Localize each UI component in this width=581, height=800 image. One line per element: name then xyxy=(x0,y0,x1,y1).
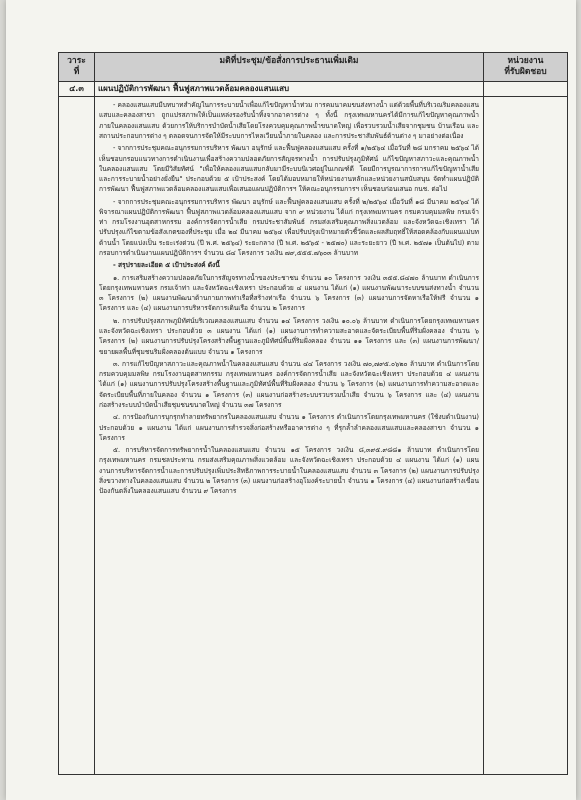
header-resolution: มติที่ประชุม/ข้อสั่งการประธานเพิ่มเติม xyxy=(95,53,484,82)
summary-heading: - สรุปรายละเอียด ๕ เป้าประสงค์ ดังนี้ xyxy=(113,261,220,270)
document-page xyxy=(6,0,576,800)
header-agenda-no: วาระ ที่ xyxy=(59,53,95,82)
header-responsible-agency: หน่วยงาน ที่รับผิดชอบ xyxy=(484,53,568,82)
table-header-row xyxy=(59,53,568,82)
paragraph-meeting-1: - จากการประชุมคณะอนุกรรมการบริหาร พัฒนา อนุรักษ์ และฟื้นฟูคลองแสนแสบ ครั้งที่ ๑/๒๕๖๔ เมื่อวันที่ ๒๘ มกราคม ๒๕๖๔ ได้เห็นชอบกรอบแนวทางการดำเนินงานเพื่อสร้างความปลอดภัยการสัญจรทางน้ำ การปรับปรุงภูมิทัศน์ แก้ไขปัญหาสภาวะและคุณภาพน้ำในคลองแสนแสบ โดยมีวิสัยทัศน์ "เพื่อให้คลองแสนแสบกลับมามีระบบนิเวศอยู่ในเกณฑ์ดี โดยมีการบูรณาการการแก้ไขปัญหาน้ำเสียและการระบายน้ำอย่างยั่งยืน" ประกอบด้วย ๕ เป้าประสงค์ โดยได้มอบหมายให้หน่วยงานหลักและหน่วยงานสนับสนุน จัดทำแผนปฏิบัติการพัฒนา ฟื้นฟูสภาพแวดล้อมคลองแสนแสบเพื่อเสนอแผนปฏิบัติการฯ ให้คณะอนุกรรมการฯ เห็นชอบก่อนเสนอ กนช. ต่อไป xyxy=(99,144,479,194)
section-row xyxy=(59,82,568,97)
goal-item-5: ๕. การบริหารจัดการทรัพยากรน้ำในคลองแสนแสบ จำนวน ๑๕ โครงการ วงเงิน ๘,๓๙๕.๙๘๘๑ ล้านบาท ดำเนินการโดยกรุงเทพมหานคร กรมชลประทาน กรมส่งเสริมคุณภาพสิ่งแวดล้อม และจังหวัดฉะเชิงเทรา ประกอบด้วย ๔ แผนงาน ได้แก่ (๑) แผนงานการบริหารจัดการน้ำและการปรับปรุงเพิ่มประสิทธิภาพการระบายน้ำในคลองแสนแสบ จำนวน ๓ โครงการ (๒) แผนงานการปรับปรุงสิ่งขวางทางในคลองแสนแสบ จำนวน ๒ โครงการ (๓) แผนงานก่อสร้างอุโมงค์ระบายน้ำ จำนวน ๑ โครงการ (๔) แผนงานก่อสร้างเขื่อนป้องกันตลิ่งในคลองแสนแสบ จำนวน ๙ โครงการ xyxy=(99,446,479,496)
section-title: แผนปฏิบัติการพัฒนา ฟื้นฟูสภาพแวดล้อมคลองแสนแสบ xyxy=(95,82,484,97)
paragraph-meeting-2: - จากการประชุมคณะอนุกรรมการบริหาร พัฒนา อนุรักษ์ และฟื้นฟูคลองแสนแสบ ครั้งที่ ๒/๒๕๖๔ เมื่อวันที่ ๑๘ มีนาคม ๒๕๖๔ ได้พิจารณาแผนปฏิบัติการพัฒนา ฟื้นฟูสภาพแวดล้อมคลองแสนแสบ จาก ๙ หน่วยงาน ได้แก่ กรุงเทพมหานคร กรมควบคุมมลพิษ กรมเจ้าท่า กรมโรงงานอุตสาหกรรม องค์การจัดการน้ำเสีย กรมประชาสัมพันธ์ กรมส่งเสริมคุณภาพสิ่งแวดล้อม และจังหวัดฉะเชิงเทรา ได้ปรับปรุงแก้ไขตามข้อสังเกตของที่ประชุม เมื่อ ๒๔ มีนาคม ๒๕๖๔ เพื่อปรับปรุงเป้าหมายตัวชี้วัดและผลสัมฤทธิ์ให้สอดคล้องกับแผนแม่บทด้านน้ำ โดยแบ่งเป็น ระยะเร่งด่วน (ปี พ.ศ. ๒๕๖๔) ระยะกลาง (ปี พ.ศ. ๒๕๖๕ - ๒๕๗๐) และระยะยาว (ปี พ.ศ. ๒๕๗๑ เป็นต้นไป) ตามกรอบการดำเนินงานแผนปฏิบัติการฯ จำนวน ๘๔ โครงการ วงเงิน ๗๙,๕๕๕.๗๖๐๓ ล้านบาท xyxy=(99,197,479,258)
goal-item-1: ๑. การเสริมสร้างความปลอดภัยในการสัญจรทางน้ำของประชาชน จำนวน ๑๐ โครงการ วงเงิน ๓๕๕.๘๔๗๐ ล้านบาท ดำเนินการโดยกรุงเทพมหานคร กรมเจ้าท่า และจังหวัดฉะเชิงเทรา ประกอบด้วย ๔ แผนงาน ได้แก่ (๑) แผนงานพัฒนาระบบขนส่งทางน้ำ จำนวน ๓ โครงการ (๒) แผนงานพัฒนาด้านกายภาพท่าเรือที่สร้างท่าเรือ จำนวน ๖ โครงการ (๓) แผนงานการจัดหาเรือให้ฟรี จำนวน ๑ โครงการ และ (๔) แผนงานการบริหารจัดการเดินเรือ จำนวน ๒ โครงการ xyxy=(99,273,479,313)
goal-item-2: ๒. การปรับปรุงสภาพภูมิทัศน์บริเวณคลองแสนแสบ จำนวน ๑๔ โครงการ วงเงิน ๑๐.๐๖ ล้านบาท ดำเนินการโดยกรุงเทพมหานคร และจังหวัดฉะเชิงเทรา ประกอบด้วย ๓ แผนงาน ได้แก่ (๑) แผนงานการทำความสะอาดและจัดระเบียบพื้นที่ริมฝั่งคลอง จำนวน ๖ โครงการ (๒) แผนงานการปรับปรุงโครงสร้างพื้นฐานและภูมิทัศน์พื้นที่ริมฝั่งคลอง จำนวน ๑๑ โครงการ และ (๓) แผนงานการพัฒนา/ขยายผลพื้นที่ชุมชนริมฝั่งคลองต้นแบบ จำนวน ๑ โครงการ xyxy=(99,316,479,356)
paragraph-background: - คลองแสนแสบมีบทบาทสำคัญในการระบายน้ำเพื่อแก้ไขปัญหาน้ำท่วม การคมนาคมขนส่งทางน้ำ แต่ด้วยพื้นที่บริเวณริมคลองแสนแสบและคลองสาขา ถูกแปรสภาพให้เป็นแหล่งรองรับน้ำทิ้งจากอาคารต่าง ๆ ทั้งนี้ กรุงเทพมหานครได้มีการแก้ไขปัญหาคุณภาพน้ำภายในคลองแสนแสบ ด้วยการให้บริการบำบัดน้ำเสียโดยโรงควบคุมคุณภาพน้ำขนาดใหญ่ เพื่อรวบรวมน้ำเสียจากชุมชน บ้านเรือน และสถานประกอบการต่าง ๆ ตลอดจนการจัดให้มีระบบการไหลเวียนน้ำภายในคลอง และการประชาสัมพันธ์ด้านต่าง ๆ มาอย่างต่อเนื่อง xyxy=(99,101,479,140)
body-agenda-cell xyxy=(59,97,95,775)
section-number: ๔.๓ xyxy=(59,82,95,97)
body-row xyxy=(59,97,568,775)
resolution-content xyxy=(95,97,483,501)
resolution-table xyxy=(58,52,568,775)
body-agency-cell xyxy=(484,97,568,775)
body-content-cell xyxy=(95,97,484,775)
goal-item-4: ๔. การป้องกันการบุกรุกทำลายทรัพยากรในคลองแสนแสบ จำนวน ๑ โครงการ ดำเนินการโดยกรุงเทพมหานคร (ใช้งบดำเนินงาน) ประกอบด้วย ๑ แผนงาน ได้แก่ แผนงานการสำรวจสิ่งก่อสร้างหรืออาคารต่าง ๆ ที่รุกล้ำลำคลองแสนแสบและคลองสาขา จำนวน ๑ โครงการ xyxy=(99,413,479,442)
goal-item-3: ๓. การแก้ไขปัญหาสภาวะและคุณภาพน้ำในคลองแสนแสบ จำนวน ๔๔ โครงการ วงเงิน ๗๐,๗๙๕.๐๖๒๐ ล้านบาท ดำเนินการโดยกรมควบคุมมลพิษ กรมโรงงานอุตสาหกรรม กรุงเทพมหานคร องค์การจัดการน้ำเสีย และจังหวัดฉะเชิงเทรา ประกอบด้วย ๔ แผนงาน ได้แก่ (๑) แผนงานการปรับปรุงโครงสร้างพื้นฐานและภูมิทัศน์พื้นที่ริมฝั่งคลอง จำนวน ๖ โครงการ (๒) แผนงานการทำความสะอาดและจัดระเบียบพื้นที่ภายในคลอง จำนวน ๑ โครงการ (๓) แผนงานก่อสร้างระบบรวบรวมน้ำเสีย จำนวน ๖ โครงการ และ (๔) แผนงานก่อสร้างระบบบำบัดน้ำเสียชุมชนขนาดใหญ่ จำนวน ๓๗ โครงการ xyxy=(99,359,479,409)
section-agency-cell xyxy=(484,82,568,97)
